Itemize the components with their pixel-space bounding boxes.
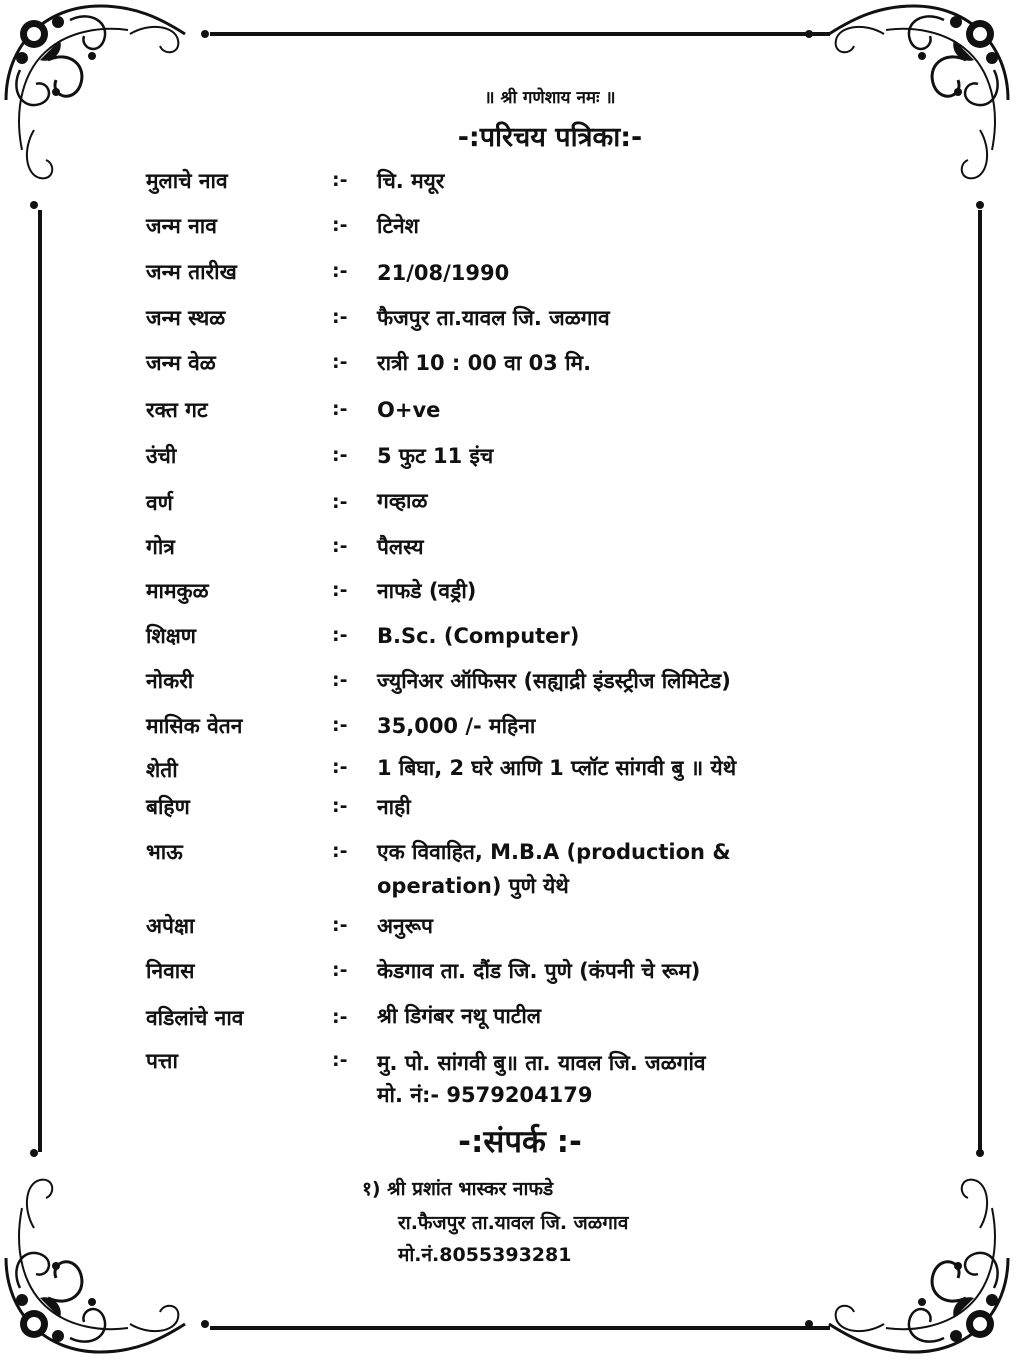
field-value: 5 फुट 11 इंच [377,444,494,468]
field-label: जन्म वेळ [146,351,216,375]
field-value: 21/08/1990 [377,261,510,285]
field-value: नाफडे (वड्री) [377,579,477,603]
field-value: टिनेश [377,214,419,238]
field-value: O+ve [377,398,441,422]
field-label: मासिक वेतन [146,714,243,738]
field-separator: :- [332,214,348,236]
field-separator: :- [332,169,348,191]
field-label: मामकुळ [146,579,209,603]
contact-phone: मो.नं.8055393281 [398,1244,572,1266]
field-separator: :- [332,714,348,736]
field-value: पैलस्य [377,535,424,559]
field-label: भाऊ [146,840,183,864]
field-separator: :- [332,1049,348,1071]
field-label: वडिलांचे नाव [146,1006,244,1030]
field-label: जन्म तारीख [146,260,237,284]
contact-address: रा.फैजपुर ता.यावल जि. जळगाव [398,1212,629,1234]
contact-heading: -:संपर्क :- [458,1124,582,1160]
field-value: B.Sc. (Computer) [377,624,580,648]
field-value: एक विवाहित, M.B.A (production & [377,840,731,864]
field-value-continued: operation) पुणे येथे [377,874,569,898]
field-value: 1 बिघा, 2 घरे आणि 1 प्लॉट सांगवी बु ॥ येथे [377,756,737,780]
field-value: रात्री 10 : 00 वा 03 मि. [377,351,592,375]
field-separator: :- [332,535,348,557]
field-separator: :- [332,840,348,862]
field-label: निवास [146,959,195,983]
field-label: वर्ण [146,491,173,515]
field-separator: :- [332,351,348,373]
field-separator: :- [332,756,348,778]
invocation-text: ॥ श्री गणेशाय नमः ॥ [484,88,616,108]
field-value-continued: मो. नं:- 9579204179 [377,1083,593,1107]
field-value: मु. पो. सांगवी बु॥ ता. यावल जि. जळगांव [377,1051,706,1075]
field-separator: :- [332,260,348,282]
field-separator: :- [332,959,348,981]
contact-name: १) श्री प्रशांत भास्कर नाफडे [362,1178,554,1200]
field-label: शेती [146,758,178,782]
field-label: पत्ता [146,1049,178,1073]
field-label: जन्म स्थळ [146,306,226,330]
field-separator: :- [332,491,348,513]
field-value: श्री डिगंबर नथू पाटील [377,1004,542,1028]
field-label: अपेक्षा [146,914,195,938]
field-value: चि. मयूर [377,169,445,193]
field-label: जन्म नाव [146,214,217,238]
page-title: -:परिचय पत्रिका:- [457,122,643,153]
field-label: नोकरी [146,669,194,693]
field-separator: :- [332,398,348,420]
field-label: मुलाचे नाव [146,169,228,193]
field-separator: :- [332,914,348,936]
field-label: रक्त गट [146,398,208,422]
field-value: केडगाव ता. दौंड जि. पुणे (कंपनी चे रूम) [377,959,701,983]
field-separator: :- [332,306,348,328]
field-value: फैजपुर ता.यावल जि. जळगाव [377,306,610,330]
field-value: 35,000 /- महिना [377,714,536,738]
field-value: अनुरूप [377,914,433,938]
field-label: गोत्र [146,535,175,559]
field-label: उंची [146,444,177,468]
field-value: गव्हाळ [377,489,428,513]
field-value: ज्युनिअर ऑफिसर (सह्याद्री इंडस्ट्रीज लिमिटेड) [377,669,731,693]
field-separator: :- [332,1006,348,1028]
field-separator: :- [332,795,348,817]
field-label: बहिण [146,795,190,819]
field-separator: :- [332,669,348,691]
field-value: नाही [377,795,411,819]
field-separator: :- [332,444,348,466]
field-label: शिक्षण [146,624,196,648]
field-separator: :- [332,579,348,601]
field-separator: :- [332,624,348,646]
